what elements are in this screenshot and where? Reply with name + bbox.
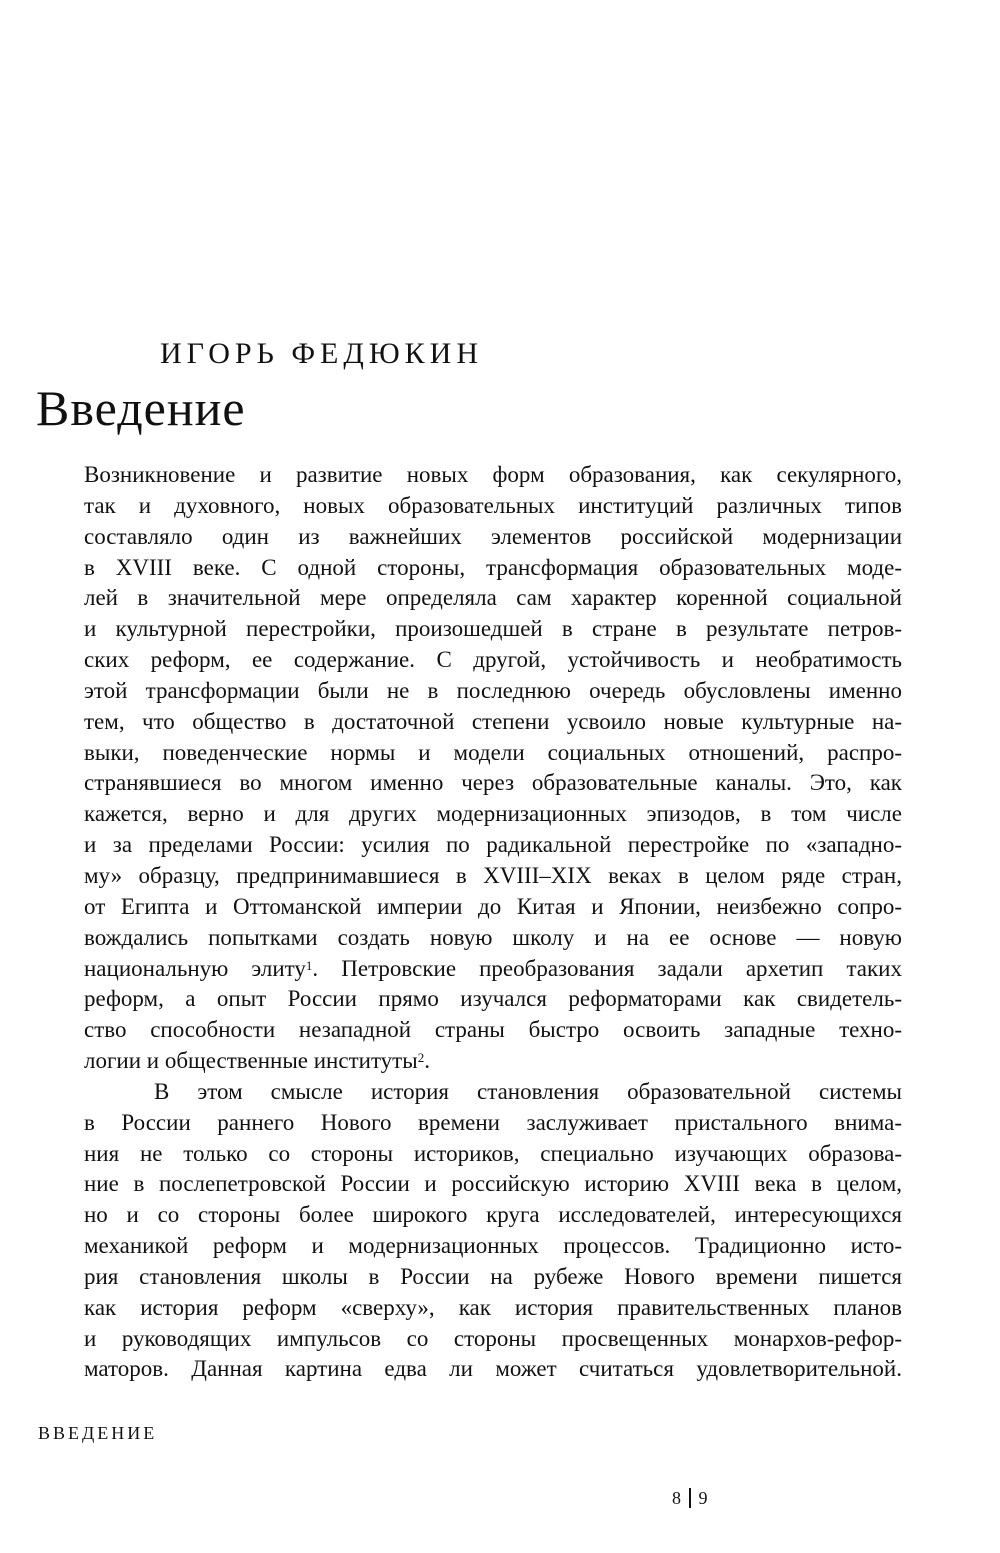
text-line: кажется, верно и для других модернизационных эпизодов, в том числе bbox=[84, 801, 902, 827]
text-line: лей в значительной мере определяла сам характер коренной социальной bbox=[84, 585, 902, 611]
text-line-with-note bbox=[84, 1046, 902, 1077]
text-line: вождались попытками создать новую школу и на ее основе — новую bbox=[84, 924, 902, 950]
text-line: механикой реформ и модернизационных процессов. Традиционно исто- bbox=[84, 1233, 902, 1259]
text-fragment: . bbox=[424, 1048, 430, 1074]
text-line: маторов. Данная картина едва ли может считаться удовлетворительной. bbox=[84, 1356, 902, 1382]
text-line: в России раннего Нового времени заслуживает пристального внима- bbox=[84, 1109, 902, 1135]
author-name: ИГОРЬ ФЕДЮКИН bbox=[160, 337, 484, 370]
text-line: тем, что общество в достаточной степени усвоило новые культурные на- bbox=[84, 708, 902, 734]
footnote-ref-2[interactable]: 2 bbox=[417, 1050, 425, 1066]
text-line: как история реформ «сверху», как история правительственных планов bbox=[84, 1294, 902, 1320]
text-line: Возникновение и развитие новых форм образования, как секулярного, bbox=[84, 462, 902, 487]
text-line: ских реформ, ее содержание. С другой, устойчивость и необратимость bbox=[84, 647, 902, 673]
body-text bbox=[84, 460, 902, 1385]
text-line: странявшиеся во многом именно через образовательные каналы. Это, как bbox=[84, 770, 902, 796]
page-number-left: 8 bbox=[672, 1488, 681, 1508]
page-number-right: 9 bbox=[698, 1488, 708, 1508]
text-line: му» образцу, предпринимавшиеся в XVIII–XIX веках в целом ряде стран, bbox=[84, 862, 902, 888]
text-fragment: национальную элиту bbox=[84, 955, 306, 981]
folio-divider bbox=[689, 1488, 691, 1508]
text-fragment: логии и общественные институты bbox=[84, 1048, 418, 1074]
text-line: и руководящих импульсов со стороны просвещенных монархов-рефор- bbox=[84, 1325, 902, 1351]
text-line: в XVIII веке. С одной стороны, трансформация образовательных моде- bbox=[84, 554, 902, 580]
text-line: В этом смысле история становления образовательной системы bbox=[154, 1078, 902, 1104]
chapter-title: Введение bbox=[36, 380, 246, 436]
page-numbers bbox=[672, 1488, 708, 1509]
text-line: и за пределами России: усилия по радикальной перестройке по «западно- bbox=[84, 832, 902, 858]
text-line: реформ, а опыт России прямо изучался реформаторами как свидетель- bbox=[84, 986, 902, 1012]
text-line: ния не только со стороны историков, специально изучающих образова- bbox=[84, 1140, 902, 1166]
text-line: составляло один из важнейших элементов российской модернизации bbox=[84, 523, 902, 549]
text-line: этой трансформации были не в последнюю очередь обусловлены именно bbox=[84, 677, 902, 703]
footnote-ref-1[interactable]: 1 bbox=[305, 957, 313, 973]
text-line: так и духовного, новых образовательных институций различных типов bbox=[84, 492, 902, 518]
text-line: но и со стороны более широкого круга исследователей, интересующихся bbox=[84, 1202, 902, 1228]
running-head: ВВЕДЕНИЕ bbox=[38, 1423, 158, 1443]
text-line: рия становления школы в России на рубеже Нового времени пишется bbox=[84, 1263, 902, 1289]
text-line: от Египта и Оттоманской империи до Китая и Японии, неизбежно сопро- bbox=[84, 893, 902, 919]
text-line: ство способности незападной страны быстро освоить западные техно- bbox=[84, 1017, 902, 1043]
text-line: ние в послепетровской России и российскую историю XVIII века в целом, bbox=[84, 1171, 902, 1197]
text-fragment: . Петровские преобразования задали архетип таких bbox=[312, 955, 902, 981]
text-line-with-note bbox=[84, 954, 902, 985]
text-line: выки, поведенческие нормы и модели социальных отношений, распро- bbox=[84, 739, 902, 765]
text-line: и культурной перестройки, произошедшей в стране в результате петров- bbox=[84, 616, 902, 642]
